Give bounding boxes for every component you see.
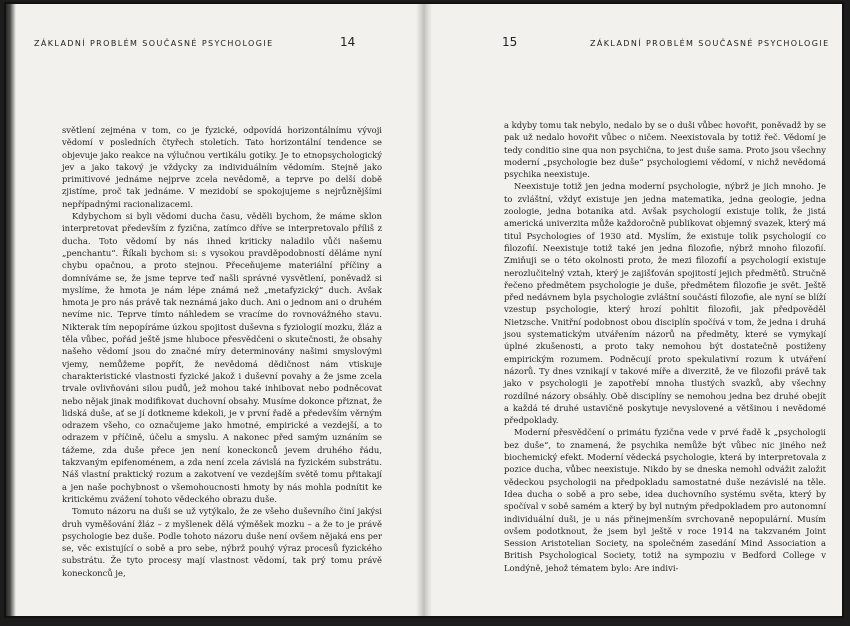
running-head: ZÁKLADNÍ PROBLÉM SOUČASNÉ PSYCHOLOGIE bbox=[590, 39, 830, 48]
left-page bbox=[6, 4, 424, 616]
page-number: 15 bbox=[502, 35, 518, 49]
book-gutter bbox=[416, 4, 432, 616]
paragraph: světlení zejména v tom, co je fyzické, odpovídá horizontálnímu vývoji vědomí v posledních čtyřech stoletích. Tato horizontální tendence se objevuje jako reakce na výlučnou vertikálu gotiky. Je to etnopsychologický jev a jako takový je vždycky za individuálním vědomím. Stejně jako primitivové jednáme nejprve zcela nevědomě, a teprve po delší době zjistíme, proč tak jednáme. V mezidobí se spokojujeme s nejrůznějšími nepřípadnými racionalizacemi. bbox=[62, 125, 382, 209]
paragraph: Kdybychom si byli vědomi ducha času, věděli bychom, že máme sklon interpretovat především z fyzična, zatímco dříve se interpretovalo příliš z ducha. Toto vědomí by nás ihned kriticky naladilo vůči našemu „penchantu“. Říkali bychom si: s vysokou pravděpodobností děláme nyní chybu opačnou, a proto stejnou. Přeceňujeme materiální příčiny a domníváme se, že jsme teprve teď našli správné vysvětlení, poněvadž si myslíme, že hmota je nám lépe známá než „metafyzický“ duch. Avšak hmota je pro nás právě tak neznámá jako duch. Ani o jednom ani o druhém nevíme nic. Teprve tímto náhledem se vracíme do rovnovážného stavu. Nikterak tím nepopíráme úzkou spojitost duševna s fyziologií mozku, žláz a těla vůbec, pořád ještě jsme hluboce přesvědčeni o skutečnosti, že obsahy našeho vědomí jsou do značné míry determinovány našimi smyslovými vjemy, nemůžeme popřít, že nevědomá dědičnost nám vtiskuje charakteristické vlastnosti fyzické jakož i duševní povahy a že jsme zcela trvale ovlivňováni silou pudů, jež mohou také inhibovat nebo podněcovat nebo nějak jinak modifikovat duchovní obsahy. Musíme dokonce přiznat, že lidská duše, ať se jí dotkneme kdekoli, je v první řadě a především věrným odrazem všeho, co označujeme jako hmotné, empirické a vezdejší, a to odrazem v příčině, účelu a smyslu. A nakonec před samým uznáním se tážeme, zda duše přece jen není koneckonců jevem druhého řádu, takzvaným epifenoménem, a zda není zcela závislá na fyzickém substrátu. Náš vlastní praktický rozum a zakotvení ve vezdejším světě tomu přitakají a jen naše pochybnost o všemohoucnosti hmoty by nás mohla podnítit ke kritickému zvážení tohoto vědeckého obrazu duše. bbox=[62, 211, 382, 504]
running-head: ZÁKLADNÍ PROBLÉM SOUČASNÉ PSYCHOLOGIE bbox=[34, 39, 274, 48]
book-spread bbox=[6, 4, 842, 616]
body-text bbox=[62, 124, 382, 579]
page-number: 14 bbox=[340, 35, 356, 49]
page-edge-shadow bbox=[6, 4, 16, 616]
paragraph: Tomuto názoru na duši se už vytýkalo, že ze všeho duševního činí jakýsi druh vyměšování žláz – z myšlenek dělá výměšek mozku – a že to je právě psychologie bez duše. Podle tohoto názoru duše není ovšem nějaká ens per se, věc existující o sobě a pro sebe, nýbrž pouhý výraz procesů fyzického substrátu. Že tyto procesy mají vlastnost vědomí, tak prý tomu právě koneckonců je, bbox=[62, 506, 382, 578]
body-text bbox=[504, 119, 826, 574]
paragraph: a kdyby tomu tak nebylo, nedalo by se o duši vůbec hovořit, poněvadž by se pak už nedalo hovořit vůbec o ničem. Neexistovala by totiž řeč. Vědomí je tedy conditio sine qua non psychična, to jest duše sama. Proto jsou všechny moderní „psychologie bez duše“ psychologiemi vědomí, v nichž nevědomá psychika neexistuje. bbox=[504, 120, 826, 180]
paragraph: Neexistuje totiž jen jedna moderní psychologie, nýbrž je jich mnoho. Je to zvláštní, vždyť existuje jen jedna matematika, jedna geologie, jedna zoologie, jedna botanika atd. Avšak psychologií existuje tolik, že jistá americká univerzita může každoročně publikovat objemný svazek, který má titul Psychologies of 1930 atd. Myslím, že existuje tolik psychologií co filozofií. Neexistuje totiž také jen jedna filozofie, nýbrž mnoho filozofií. Zmiňuji se o této okolnosti proto, že mezi filozofií a psychologií existuje nerozlučitelný vztah, který je zajišťován spojitostí jejich předmětů. Stručně řečeno předmětem psychologie je duše, předmětem filozofie je svět. Ještě před nedávnem byla psychologie zvláštní součástí filozofie, ale nyní se blíží vzestup psychologie, který hrozí pohltit filozofii, jak předpověděl Nietzsche. Vnitřní podobnost obou disciplín spočívá v tom, že jedna i druhá jsou systematickým utvářením názorů na předměty, které se vymykají úplné zkušenosti, a proto taky nemohou být dostatečně postiženy empirickým rozumem. Podněcují proto spekulativní rozum k utváření názorů. Ty dnes vznikají v takové míře a diverzitě, že ve filozofii právě tak jako v psychologii je zapotřebí mnoha tlustých svazků, aby všechny rozdílné názory obsáhly. Obě disciplíny se nemohou jedna bez druhé obejít a každá té druhé ustavičně poskytuje nevyslovené a většinou i nevědomé předpoklady. bbox=[504, 181, 826, 426]
paragraph: Moderní přesvědčení o primátu fyzična vede v prvé řadě k „psychologii bez duše“, to znamená, že psychika nemůže být vůbec nic jiného než biochemický efekt. Moderní vědecká psychologie, která by interpretovala z pozice ducha, vůbec neexistuje. Nikdo by se dneska nemohl odvážit založit vědeckou psychologii na předpokladu samostatné duše nezávislé na těle. Idea ducha o sobě a pro sebe, idea duchovního systému světa, který by spočíval v sobě samém a který by byl nutným předpokladem pro autonomní individuální duši, je u nás přinejmenším svrchovaně nepopulární. Musím ovšem podotknout, že jsem byl ještě v roce 1914 na takzvaném Joint Session Aristotelian Society, na společném zasedání Mind Association a British Psychological Society, totiž na sympoziu v Bedford College v Londýně, jehož tématem bylo: Are indivi- bbox=[504, 427, 826, 573]
right-page bbox=[424, 4, 842, 616]
